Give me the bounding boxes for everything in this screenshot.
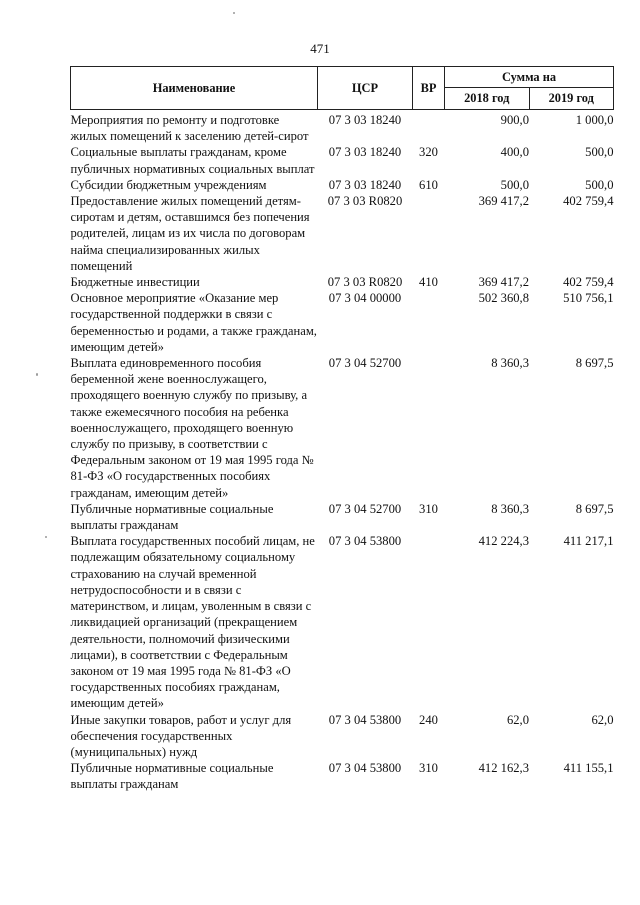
table-row [71, 712, 614, 761]
row-sum-2019: 62,0 [591, 712, 614, 727]
row-code: 07 3 04 52700 [328, 501, 402, 516]
row-sum-2018: 8 360,3 [491, 356, 529, 371]
row-sum-2018: 412 224,3 [478, 534, 529, 549]
row-name: Бюджетные инвестиции [70, 275, 200, 290]
table-row [71, 501, 614, 533]
row-vr: 410 [419, 275, 438, 290]
row-sum-2018: 8 360,3 [491, 501, 529, 516]
row-sum-2018: 369 417,2 [478, 194, 529, 209]
row-name: Мероприятия по ремонту и подготовке жилых помещений к заселению детей-сирот [70, 113, 309, 144]
table-row [71, 177, 614, 193]
table-row [71, 274, 614, 290]
row-sum-2019: 500,0 [585, 177, 614, 192]
row-vr: 310 [419, 761, 438, 776]
row-name: Публичные нормативные социальные выплаты гражданам [70, 501, 274, 533]
row-name: Выплата единовременного пособия беременной жене военнослужащего, проходящего военную службу по призыву, а также ежемесячного пособия на ребенка военнослужащего, проходящего военную службу по призыву, в соответствии с Федеральным законом от 19 мая 1995 года № 81-ФЗ «О государственных пособиях гражданам, имеющим детей» [70, 356, 314, 500]
row-vr [413, 355, 445, 501]
row-sum-2018: 400,0 [500, 145, 529, 160]
header-year-2018: 2018 год [445, 88, 530, 110]
row-vr [413, 533, 445, 711]
header-sum: Сумма на [445, 67, 614, 88]
row-sum-2018: 62,0 [506, 712, 529, 727]
budget-table [70, 66, 614, 793]
row-name: Иные закупки товаров, работ и услуг для обеспечения государственных (муниципальных) нужд [70, 712, 292, 759]
row-sum-2019: 8 697,5 [575, 356, 614, 371]
row-sum-2018: 900,0 [500, 113, 529, 127]
row-sum-2019: 402 759,4 [563, 194, 614, 209]
scan-speck [233, 12, 235, 14]
row-vr: 310 [419, 501, 438, 516]
row-name: Основное мероприятие «Оказание мер государственной поддержки в связи с беременностью и родами, а также гражданам, имеющим детей» [70, 291, 317, 354]
row-sum-2019: 8 697,5 [575, 501, 614, 516]
table-row [71, 355, 614, 501]
row-sum-2018: 500,0 [500, 177, 529, 192]
row-code: 07 3 04 53800 [328, 712, 402, 727]
table-row [71, 193, 614, 274]
row-name: Социальные выплаты гражданам, кроме публичных нормативных социальных выплат [70, 145, 315, 176]
row-code: 07 3 03 R0820 [327, 275, 403, 290]
header-year-2019: 2019 год [529, 88, 614, 110]
table-row [71, 290, 614, 355]
row-vr: 320 [419, 145, 438, 160]
row-code: 07 3 03 18240 [328, 145, 402, 160]
row-sum-2019: 411 217,1 [563, 534, 614, 549]
table-row [71, 760, 614, 792]
header-vr: ВР [413, 67, 445, 110]
table-row [71, 144, 614, 176]
table-body [71, 110, 614, 793]
row-name: Предоставление жилых помещений детям-сиротам и детям, оставшимся без попечения родителей, лицам из их числа по договорам найма специализированных жилых помещений [70, 194, 310, 273]
row-vr [413, 110, 445, 145]
header-name: Наименование [71, 67, 318, 110]
row-sum-2019: 500,0 [585, 145, 614, 160]
row-vr: 240 [419, 712, 438, 727]
row-code: 07 3 03 18240 [328, 177, 402, 192]
row-vr [413, 193, 445, 274]
row-vr [413, 290, 445, 355]
row-sum-2019: 402 759,4 [563, 275, 614, 290]
row-code: 07 3 04 00000 [328, 291, 402, 306]
row-vr: 610 [419, 177, 438, 192]
table-row [71, 110, 614, 145]
row-name: Выплата государственных пособий лицам, не подлежащим обязательному социальному страхованию на случай временной нетрудоспособности и в связи с материнством, и лицам, уволенным в связи с ликвидацией организаций (прекращением деятельности, полномочий физическими лицами), в соответствии с Федеральным законом от 19 мая 1995 года № 81-ФЗ «О государственных пособиях гражданам, имеющим детей» [70, 534, 315, 711]
page-number: 471 [310, 41, 330, 56]
row-sum-2019: 411 155,1 [563, 761, 614, 776]
row-sum-2018: 369 417,2 [478, 275, 529, 290]
row-sum-2019: 1 000,0 [575, 113, 614, 127]
header-code: ЦСР [318, 67, 413, 110]
row-name: Субсидии бюджетным учреждениям [70, 177, 267, 192]
row-code: 07 3 03 18240 [328, 113, 402, 127]
scan-speck [45, 536, 47, 538]
row-name: Публичные нормативные социальные выплаты гражданам [70, 761, 274, 792]
row-code: 07 3 04 53800 [328, 761, 402, 776]
row-sum-2019: 510 756,1 [563, 291, 614, 306]
row-code: 07 3 03 R0820 [327, 194, 403, 209]
row-sum-2018: 412 162,3 [478, 761, 529, 776]
table-row [71, 533, 614, 711]
scan-speck [36, 373, 38, 376]
row-code: 07 3 04 53800 [328, 534, 402, 549]
row-sum-2018: 502 360,8 [478, 291, 529, 306]
row-code: 07 3 04 52700 [328, 356, 402, 371]
